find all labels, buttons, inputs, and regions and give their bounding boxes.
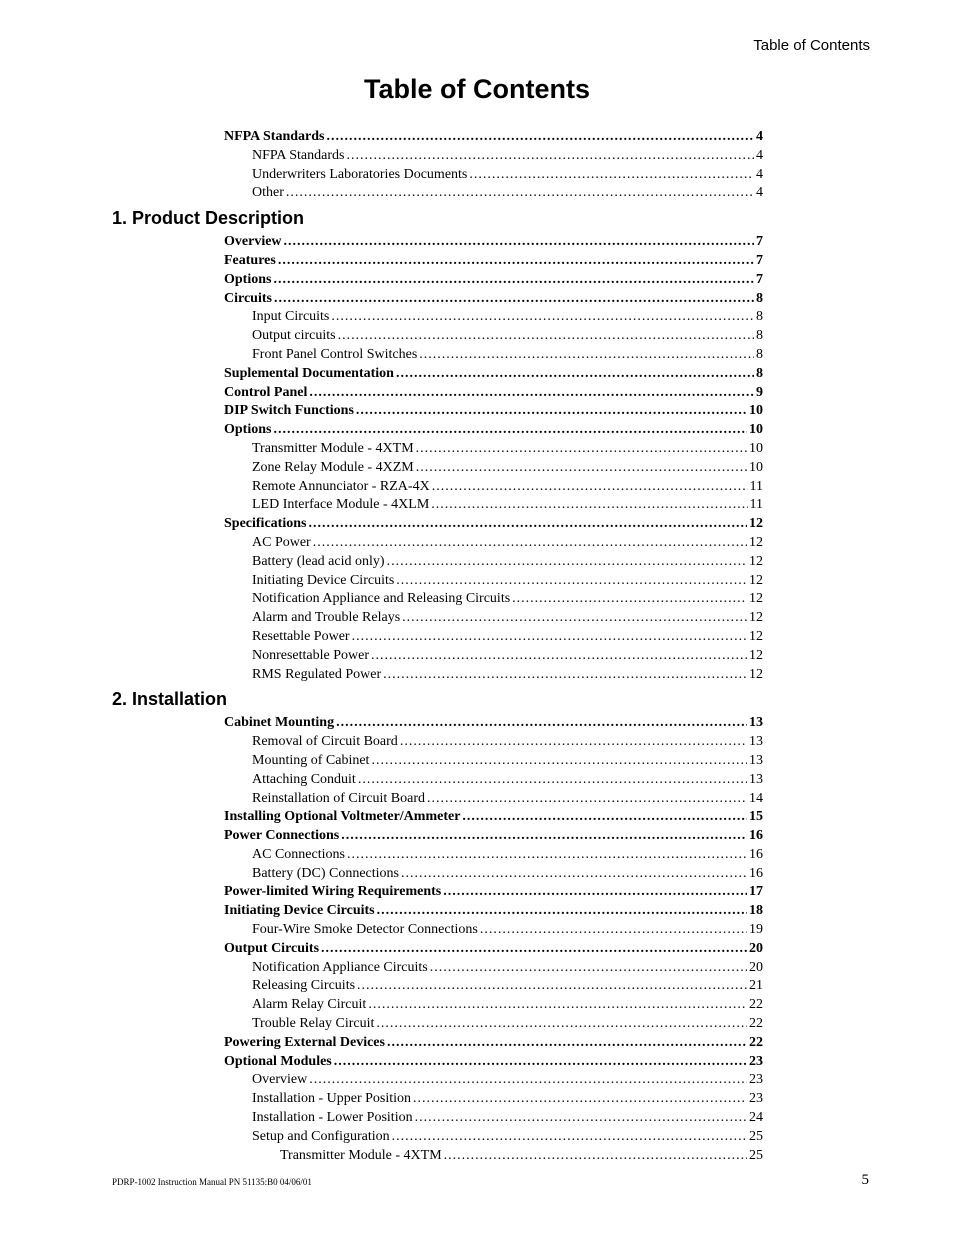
dot-leader: [377, 902, 747, 921]
toc-entry[interactable]: [224, 940, 763, 959]
dot-leader: [371, 752, 747, 771]
toc-entry-page: 13: [749, 752, 763, 768]
toc-entry-title: DIP Switch Functions: [224, 403, 354, 419]
toc-entry-page: 19: [749, 922, 763, 938]
toc-entry-title: Nonresettable Power: [252, 647, 370, 663]
toc-entry[interactable]: [224, 128, 763, 147]
toc-entry-title: Front Panel Control Switches: [252, 346, 418, 362]
toc-entry[interactable]: [224, 365, 763, 384]
dot-leader: [273, 271, 754, 290]
toc-entry-page: 8: [756, 346, 763, 362]
toc-entry-page: 8: [756, 309, 763, 325]
toc-entry-title: Initiating Device Circuits: [252, 572, 395, 588]
toc-entry[interactable]: [224, 166, 763, 185]
toc-entry-page: 25: [749, 1147, 763, 1163]
toc-entry-page: 12: [749, 628, 763, 644]
toc-entry[interactable]: [224, 590, 763, 609]
dot-leader: [416, 440, 747, 459]
toc-entry-title: Installation - Lower Position: [252, 1110, 413, 1126]
toc-entry-page: 10: [749, 440, 763, 456]
toc-entry-page: 7: [756, 271, 763, 287]
dot-leader: [402, 609, 747, 628]
toc-entry-page: 12: [749, 647, 763, 663]
toc-entry-page: 12: [749, 553, 763, 569]
toc-entry-page: 12: [749, 572, 763, 588]
toc-entry[interactable]: [224, 478, 763, 497]
toc-entry-title: Alarm Relay Circuit: [252, 997, 367, 1013]
dot-leader: [416, 459, 747, 478]
dot-leader: [356, 402, 747, 421]
toc-entry-page: 12: [749, 610, 763, 626]
dot-leader: [430, 959, 747, 978]
toc-entry[interactable]: [224, 384, 763, 403]
toc-entry[interactable]: [224, 184, 763, 203]
toc-entry-title: Four-Wire Smoke Detector Connections: [252, 922, 478, 938]
toc-entry[interactable]: [224, 440, 763, 459]
toc-entry[interactable]: [224, 790, 763, 809]
toc-entry-page: 14: [749, 790, 763, 806]
toc-entry[interactable]: [224, 827, 763, 846]
toc-entry-page: 11: [749, 478, 763, 494]
toc-entry[interactable]: [224, 402, 763, 421]
toc-entry[interactable]: [224, 865, 763, 884]
toc-entry[interactable]: [224, 147, 763, 166]
toc-entry-page: 4: [756, 166, 763, 182]
dot-leader: [415, 1109, 747, 1128]
toc-entry-page: 8: [756, 365, 763, 381]
toc-entry[interactable]: [224, 1071, 763, 1090]
section-heading: 1. Product Description: [112, 208, 305, 229]
toc-entry-page: 12: [749, 516, 763, 532]
dot-leader: [392, 1128, 747, 1147]
toc-entry-title: Remote Annunciator - RZA-4X: [252, 478, 430, 494]
toc-entry-title: Powering External Devices: [224, 1034, 385, 1050]
toc-entry-title: Control Panel: [224, 384, 308, 400]
toc-entry-page: 24: [749, 1110, 763, 1126]
toc-entry-title: Specifications: [224, 516, 307, 532]
toc-entry-title: Reinstallation of Circuit Board: [252, 790, 426, 806]
toc-entry[interactable]: [224, 977, 763, 996]
dot-leader: [336, 714, 747, 733]
toc-entry-page: 8: [756, 290, 763, 306]
dot-leader: [284, 233, 754, 252]
toc-entry-page: 21: [749, 978, 763, 994]
toc-entry[interactable]: [224, 421, 763, 440]
toc-entry-title: Setup and Configuration: [252, 1128, 390, 1144]
toc-entry-page: 15: [749, 809, 763, 825]
dot-leader: [401, 865, 747, 884]
toc-entry-title: Underwriters Laboratories Documents: [252, 166, 468, 182]
footer-document-id: PDRP-1002 Instruction Manual PN 51135:B0 04/06/01: [112, 1177, 312, 1187]
toc-entry-title: Notification Appliance Circuits: [252, 959, 428, 975]
dot-leader: [278, 252, 754, 271]
toc-entry[interactable]: [224, 1015, 763, 1034]
toc-entry-title: Battery (DC) Connections: [252, 865, 399, 881]
toc-entry-title: Output Circuits: [224, 940, 320, 956]
toc-entry-title: Other: [252, 185, 284, 201]
toc-entry-title: Mounting of Cabinet: [252, 752, 370, 768]
toc-entry-title: Resettable Power: [252, 628, 350, 644]
toc-entry-page: 8: [756, 328, 763, 344]
dot-leader: [309, 384, 754, 403]
toc-entry[interactable]: [224, 666, 763, 685]
toc-entry-page: 4: [756, 185, 763, 201]
dot-leader: [358, 771, 747, 790]
toc-entry[interactable]: [224, 752, 763, 771]
toc-entry-page: 20: [749, 940, 763, 956]
dot-leader: [387, 1034, 747, 1053]
dot-leader: [432, 478, 748, 497]
toc-entry[interactable]: [224, 308, 763, 327]
toc-entry-title: Power-limited Wiring Requirements: [224, 884, 442, 900]
toc-entry-title: Releasing Circuits: [252, 978, 356, 994]
page-title: Table of Contents: [364, 74, 590, 104]
toc-entry[interactable]: [224, 233, 763, 252]
dot-leader: [462, 808, 747, 827]
toc-entry-title: Options: [224, 271, 272, 287]
toc-entry[interactable]: [224, 1090, 763, 1109]
toc-entry[interactable]: [224, 496, 763, 515]
running-header: Table of Contents: [753, 37, 870, 54]
toc-entry-page: 12: [749, 591, 763, 607]
toc-entry-page: 23: [749, 1053, 763, 1069]
toc-entry-page: 16: [749, 865, 763, 881]
dot-leader: [286, 184, 754, 203]
dot-leader: [347, 846, 747, 865]
toc-entry[interactable]: [224, 771, 763, 790]
toc-entry[interactable]: [224, 902, 763, 921]
toc-entry-title: RMS Regulated Power: [252, 666, 382, 682]
dot-leader: [400, 733, 747, 752]
dot-leader: [396, 572, 747, 591]
dot-leader: [376, 1015, 747, 1034]
dot-leader: [326, 128, 754, 147]
toc-entry-title: Options: [224, 422, 272, 438]
toc-entry-title: Zone Relay Module - 4XZM: [252, 459, 414, 475]
toc-entry-page: 12: [749, 534, 763, 550]
toc-entry[interactable]: [224, 609, 763, 628]
toc-entry-page: 13: [749, 771, 763, 787]
toc-entry-page: 7: [756, 234, 763, 250]
toc-entry[interactable]: [224, 553, 763, 572]
toc-entry-title: Features: [224, 252, 276, 268]
toc-entry[interactable]: [224, 1147, 763, 1166]
toc-entry-title: NFPA Standards: [224, 129, 325, 144]
toc-entry-page: 4: [756, 147, 763, 163]
dot-leader: [313, 534, 747, 553]
dot-leader: [444, 1147, 747, 1166]
dot-leader: [357, 977, 747, 996]
dot-leader: [338, 327, 754, 346]
toc-entry-page: 10: [749, 422, 763, 438]
toc-entry-page: 22: [749, 1034, 763, 1050]
toc-entry-page: 12: [749, 666, 763, 682]
dot-leader: [308, 515, 747, 534]
toc-entry[interactable]: [224, 846, 763, 865]
toc-entry[interactable]: [224, 271, 763, 290]
toc-entry-title: NFPA Standards: [252, 147, 345, 163]
toc-entry-title: AC Power: [252, 534, 311, 550]
dot-leader: [341, 827, 747, 846]
dot-leader: [352, 628, 747, 647]
toc-entry-page: 17: [749, 884, 763, 900]
dot-leader: [334, 1053, 747, 1072]
toc-entry[interactable]: [224, 1128, 763, 1147]
toc-entry[interactable]: [224, 327, 763, 346]
toc-entry-title: Transmitter Module - 4XTM: [252, 440, 414, 456]
dot-leader: [427, 790, 747, 809]
dot-leader: [331, 308, 754, 327]
dot-leader: [321, 940, 747, 959]
dot-leader: [371, 647, 747, 666]
toc-entry-page: 25: [749, 1128, 763, 1144]
toc-entry-page: 13: [749, 715, 763, 731]
footer-page-number: 5: [861, 1172, 869, 1188]
dot-leader: [346, 147, 754, 166]
toc-entry-title: Overview: [252, 1072, 308, 1088]
toc-entry-page: 10: [749, 403, 763, 419]
toc-entry-title: Output circuits: [252, 328, 336, 344]
section-heading: 2. Installation: [112, 689, 228, 710]
toc-entry[interactable]: [224, 346, 763, 365]
toc-entry-title: Power Connections: [224, 828, 340, 844]
dot-leader: [274, 290, 754, 309]
toc-entry-title: Attaching Conduit: [252, 771, 356, 787]
toc-entry[interactable]: [224, 714, 763, 733]
toc-entry-page: 10: [749, 459, 763, 475]
toc-entry-page: 16: [749, 828, 763, 844]
toc-entry-title: Input Circuits: [252, 309, 330, 325]
toc-entry-page: 23: [749, 1072, 763, 1088]
toc-entry[interactable]: [224, 1109, 763, 1128]
toc-entry[interactable]: [224, 515, 763, 534]
toc-entry-title: Circuits: [224, 290, 272, 306]
toc-entry[interactable]: [224, 808, 763, 827]
toc-entry[interactable]: [224, 572, 763, 591]
toc-entry-page: 20: [749, 959, 763, 975]
table-of-contents: [0, 128, 954, 1165]
toc-entry-title: Removal of Circuit Board: [252, 734, 398, 750]
toc-entry[interactable]: [224, 883, 763, 902]
toc-entry-page: 13: [749, 734, 763, 750]
toc-entry-page: 4: [756, 129, 763, 144]
toc-entry[interactable]: [224, 996, 763, 1015]
toc-entry-page: 18: [749, 903, 763, 919]
toc-entry-title: Initiating Device Circuits: [224, 903, 375, 919]
toc-entry-page: 22: [749, 1016, 763, 1032]
dot-leader: [431, 496, 747, 515]
toc-entry-title: Suplemental Documentation: [224, 365, 394, 381]
toc-entry-title: Cabinet Mounting: [224, 715, 335, 731]
dot-leader: [383, 666, 747, 685]
dot-leader: [396, 365, 754, 384]
toc-entry-title: AC Connections: [252, 846, 345, 862]
toc-entry-title: Alarm and Trouble Relays: [252, 610, 401, 626]
toc-entry-title: Transmitter Module - 4XTM: [280, 1147, 442, 1163]
toc-entry[interactable]: [224, 647, 763, 666]
toc-entry-page: 16: [749, 846, 763, 862]
toc-entry[interactable]: [224, 1053, 763, 1072]
toc-entry[interactable]: [224, 252, 763, 271]
toc-entry-page: 9: [756, 384, 763, 400]
toc-entry[interactable]: [224, 921, 763, 940]
toc-entry-title: Notification Appliance and Releasing Circuits: [252, 591, 511, 607]
toc-entry-title: LED Interface Module - 4XLM: [252, 497, 430, 513]
toc-entry[interactable]: [224, 459, 763, 478]
toc-entry-page: 22: [749, 997, 763, 1013]
dot-leader: [512, 590, 747, 609]
toc-entry-title: Optional Modules: [224, 1053, 332, 1069]
toc-entry-page: 7: [756, 252, 763, 268]
toc-entry[interactable]: [224, 1034, 763, 1053]
dot-leader: [309, 1071, 747, 1090]
toc-entry[interactable]: [224, 628, 763, 647]
toc-entry-title: Trouble Relay Circuit: [252, 1016, 375, 1032]
dot-leader: [419, 346, 754, 365]
dot-leader: [368, 996, 747, 1015]
toc-entry-title: Overview: [224, 234, 282, 250]
toc-entry[interactable]: [224, 534, 763, 553]
toc-entry-page: 23: [749, 1091, 763, 1107]
dot-leader: [413, 1090, 747, 1109]
dot-leader: [273, 421, 747, 440]
toc-entry[interactable]: [224, 959, 763, 978]
toc-entry-page: 11: [749, 497, 763, 513]
dot-leader: [387, 553, 747, 572]
toc-entry-title: Installation - Upper Position: [252, 1091, 412, 1107]
dot-leader: [469, 166, 754, 185]
toc-entry-title: Battery (lead acid only): [252, 553, 385, 569]
toc-entry-title: Installing Optional Voltmeter/Ammeter: [224, 809, 461, 825]
dot-leader: [480, 921, 747, 940]
toc-entry[interactable]: [224, 290, 763, 309]
toc-entry[interactable]: [224, 733, 763, 752]
dot-leader: [443, 883, 747, 902]
